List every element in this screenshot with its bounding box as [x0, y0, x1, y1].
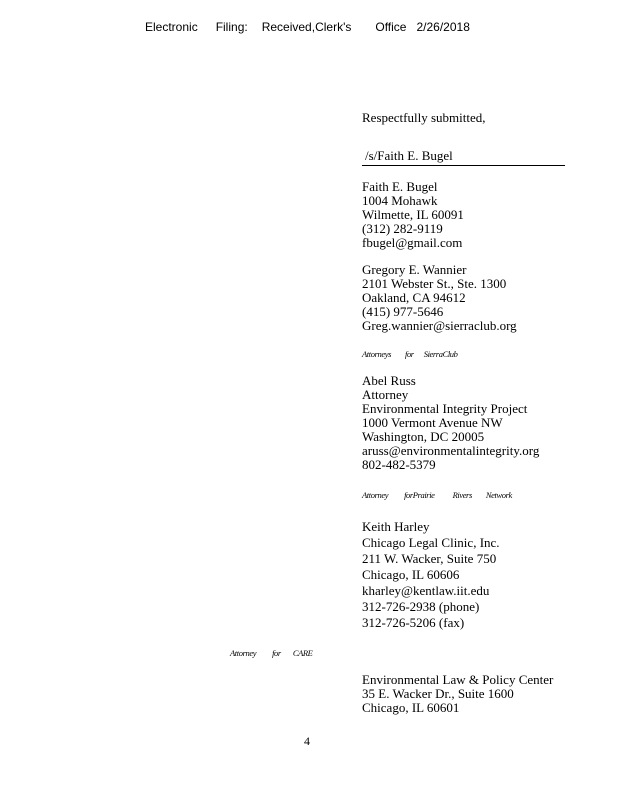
- caption-word: forPrairie: [404, 490, 435, 500]
- signature-line: [362, 165, 565, 166]
- header-word: Office: [375, 20, 407, 34]
- block-line: (415) 977-5646: [362, 304, 444, 319]
- header-word: Electronic: [145, 20, 198, 34]
- counsel-block-bugel: [362, 180, 464, 250]
- block-line: Greg.wannier@sierraclub.org: [362, 318, 517, 333]
- block-line: Washington, DC 20005: [362, 429, 485, 444]
- caption-word: Rivers: [452, 490, 472, 500]
- header-word: 2/26/2018: [416, 20, 470, 34]
- signature: /s/Faith E. Bugel: [365, 148, 453, 163]
- block-line: Chicago Legal Clinic, Inc.: [362, 535, 500, 550]
- block-line: Abel Russ: [362, 373, 416, 388]
- block-line: kharley@kentlaw.iit.edu: [362, 583, 490, 598]
- block-line: Keith Harley: [362, 519, 430, 534]
- block-line: (312) 282-9119: [362, 221, 443, 236]
- closing-line: Respectfully submitted,: [362, 110, 486, 125]
- block-line: 1004 Mohawk: [362, 193, 438, 208]
- block-line: Oakland, CA 94612: [362, 290, 466, 305]
- caption-word: CARE: [292, 648, 313, 658]
- counsel-block-elpc: [362, 673, 553, 715]
- block-line: Faith E. Bugel: [362, 179, 438, 194]
- block-line: 802-482-5379: [362, 457, 436, 472]
- block-line: 312-726-5206 (fax): [362, 615, 465, 630]
- block-line: Environmental Integrity Project: [362, 401, 528, 416]
- block-line: 211 W. Wacker, Suite 750: [362, 551, 497, 566]
- block-line: Attorney: [362, 387, 409, 402]
- counsel-block-wannier: [362, 263, 517, 333]
- block-line: 312-726-2938 (phone): [362, 599, 480, 614]
- block-line: 35 E. Wacker Dr., Suite 1600: [362, 686, 514, 701]
- caption-word: Network: [485, 490, 512, 500]
- block-line: 1000 Vermont Avenue NW: [362, 415, 503, 430]
- counsel-block-russ: [362, 374, 539, 472]
- block-line: Gregory E. Wannier: [362, 262, 467, 277]
- counsel-block-harley: [362, 519, 500, 631]
- caption-care: [230, 648, 312, 658]
- page-number: 4: [304, 734, 310, 748]
- caption-word: Attorney: [230, 648, 257, 658]
- caption-word: for: [272, 648, 281, 658]
- block-line: Chicago, IL 60606: [362, 567, 460, 582]
- header-word: Received,Clerk's: [261, 20, 352, 34]
- caption-word: Attorney: [362, 490, 389, 500]
- block-line: 2101 Webster St., Ste. 1300: [362, 276, 507, 291]
- header-word: Filing:: [215, 20, 248, 34]
- block-line: aruss@environmentalintegrity.org: [362, 443, 540, 458]
- caption-word: Attorneys: [362, 349, 391, 359]
- block-line: Chicago, IL 60601: [362, 700, 460, 715]
- block-line: fbugel@gmail.com: [362, 235, 463, 250]
- caption-prairie-rivers: [362, 490, 512, 500]
- caption-word: SierraClub: [423, 349, 458, 359]
- block-line: Environmental Law & Policy Center: [362, 672, 554, 687]
- caption-word: for: [404, 349, 414, 359]
- caption-sierra-club: [362, 349, 458, 359]
- filing-stamp-header: [145, 20, 470, 34]
- block-line: Wilmette, IL 60091: [362, 207, 464, 222]
